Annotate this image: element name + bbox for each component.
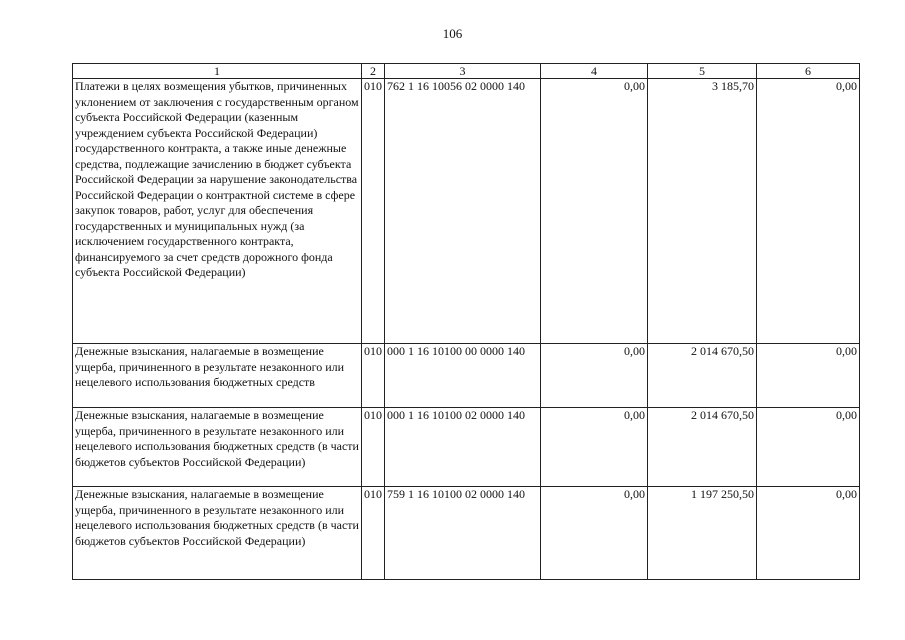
row-col6-value: 0,00 — [757, 487, 860, 580]
row-line-code: 010 — [362, 408, 385, 487]
row-col5-value: 3 185,70 — [648, 79, 757, 344]
row-budget-code: 762 1 16 10056 02 0000 140 — [385, 79, 541, 344]
row-col4-value: 0,00 — [541, 344, 648, 408]
row-col6-value: 0,00 — [757, 79, 860, 344]
table-header-row — [73, 64, 860, 79]
table-row — [73, 344, 860, 408]
row-budget-code: 759 1 16 10100 02 0000 140 — [385, 487, 541, 580]
table-row — [73, 408, 860, 487]
page-number: 106 — [442, 26, 463, 41]
row-name: Денежные взыскания, налагаемые в возмещение ущерба, причиненного в результате незаконного или нецелевого использования бюджетных средств — [73, 344, 362, 408]
row-line-code: 010 — [362, 487, 385, 580]
row-col4-value: 0,00 — [541, 79, 648, 344]
row-line-code: 010 — [362, 79, 385, 344]
header-col-6: 6 — [757, 64, 860, 79]
row-name: Платежи в целях возмещения убытков, причиненных уклонением от заключения с государственным органом субъекта Российской Федерации (казенным учреждением субъекта Российской Федерации) государственного контракта, а также иные денежные средства, подлежащие зачислению в бюджет субъекта Российской Федерации за нарушение законодательства Российской Федерации о контрактной системе в сфере закупок товаров, работ, услуг для обеспечения государственных и муниципальных нужд (за исключением государственного контракта, финансируемого за счет средств дорожного фонда субъекта Российской Федерации) — [73, 79, 362, 344]
table-row — [73, 79, 860, 344]
row-col5-value: 1 197 250,50 — [648, 487, 757, 580]
row-col4-value: 0,00 — [541, 408, 648, 487]
table-row — [73, 487, 860, 580]
row-col4-value: 0,00 — [541, 487, 648, 580]
row-name: Денежные взыскания, налагаемые в возмещение ущерба, причиненного в результате незаконного или нецелевого использования бюджетных средств (в части бюджетов субъектов Российской Федерации) — [73, 487, 362, 580]
header-col-4: 4 — [541, 64, 648, 79]
row-budget-code: 000 1 16 10100 00 0000 140 — [385, 344, 541, 408]
row-col5-value: 2 014 670,50 — [648, 408, 757, 487]
row-budget-code: 000 1 16 10100 02 0000 140 — [385, 408, 541, 487]
row-col6-value: 0,00 — [757, 344, 860, 408]
header-col-1: 1 — [73, 64, 362, 79]
row-col6-value: 0,00 — [757, 408, 860, 487]
header-col-5: 5 — [648, 64, 757, 79]
row-col5-value: 2 014 670,50 — [648, 344, 757, 408]
budget-revenue-table — [72, 63, 860, 580]
row-name: Денежные взыскания, налагаемые в возмещение ущерба, причиненного в результате незаконного или нецелевого использования бюджетных средств (в части бюджетов субъектов Российской Федерации) — [73, 408, 362, 487]
header-col-2: 2 — [362, 64, 385, 79]
header-col-3: 3 — [385, 64, 541, 79]
row-line-code: 010 — [362, 344, 385, 408]
